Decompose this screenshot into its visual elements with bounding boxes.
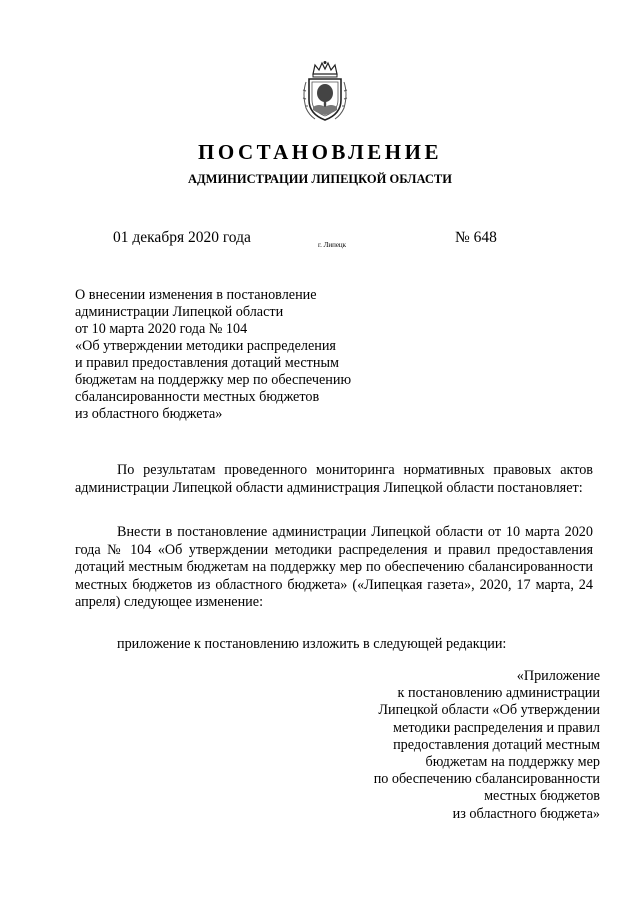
appendix-line: Липецкой области «Об утверждении — [378, 702, 600, 719]
coat-of-arms-icon — [300, 60, 350, 122]
appendix-line: по обеспечению сбалансированности — [373, 771, 600, 788]
appendix-line: местных бюджетов — [484, 788, 600, 805]
body-paragraph-preamble — [75, 462, 593, 497]
document-city: г. Липецк — [318, 241, 347, 249]
document-title: ПОСТАНОВЛЕНИЕ — [198, 140, 442, 164]
appendix-line: методики распределения и правил — [393, 719, 600, 736]
subject-line: и правил предоставления дотаций местным — [75, 355, 339, 371]
subject-line: администрации Липецкой области — [75, 304, 284, 320]
body-paragraph-text: Внести в постановление администрации Липецкой области от 10 марта 2020 года № 104 «Об утверждении методики распределения и правил предоставления дотаций местным бюджетам на поддержку мер по обеспечению сбалансированности местных бюджетов из областного бюджета» («Липецкая газета», 2020, 17 марта, 24 апреля) следующее изменение: — [75, 524, 593, 610]
body-paragraph-text: По результатам проведенного мониторинга нормативных правовых актов администрации Липецкой области администрация Липецкой области постановляет: — [75, 462, 593, 496]
subject-line: О внесении изменения в постановление — [75, 287, 317, 303]
document-number: № 648 — [455, 229, 497, 246]
appendix-line: к постановлению администрации — [397, 685, 600, 702]
body-paragraph-text: приложение к постановлению изложить в следующей редакции: — [117, 636, 507, 652]
subject-line: от 10 марта 2020 года № 104 — [75, 321, 248, 337]
subject-line: «Об утверждении методики распределения — [75, 338, 336, 354]
appendix-line: предоставления дотаций местным — [393, 736, 600, 753]
subject-line: бюджетам на поддержку мер по обеспечению — [75, 372, 352, 388]
subject-line: из областного бюджета» — [75, 406, 223, 422]
body-paragraph-amendment — [75, 524, 593, 612]
subject-line: сбалансированности местных бюджетов — [75, 389, 320, 405]
document-subtitle: АДМИНИСТРАЦИИ ЛИПЕЦКОЙ ОБЛАСТИ — [188, 172, 452, 186]
document-subject — [75, 287, 405, 423]
body-paragraph-instruction — [75, 636, 593, 654]
appendix-line: «Приложение — [516, 668, 600, 684]
document-date: 01 декабря 2020 года — [113, 229, 251, 246]
appendix-line: из областного бюджета» — [452, 805, 600, 822]
appendix-line: бюджетам на поддержку мер — [425, 754, 600, 771]
appendix-heading — [280, 668, 600, 823]
